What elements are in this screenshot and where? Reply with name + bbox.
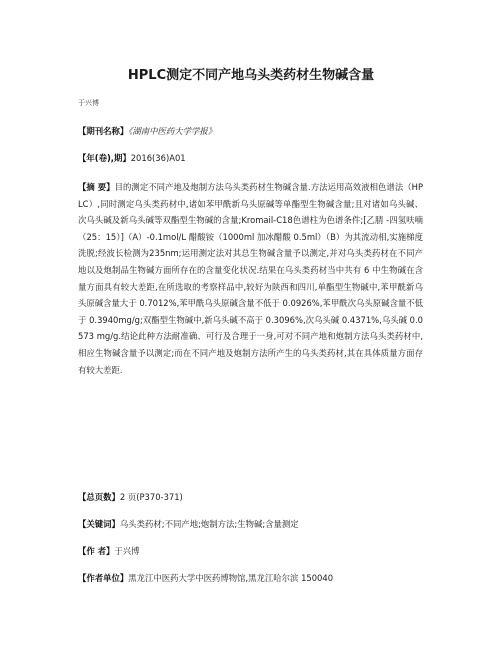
abstract-label: 【摘 要】 <box>78 182 115 192</box>
journal-field <box>78 123 423 140</box>
affiliation-field <box>78 570 423 587</box>
year-issue-field <box>78 150 423 167</box>
journal-value: 《湖南中医药大学学报》 <box>128 126 217 136</box>
article-title: HPLC测定不同产地乌头类药材生物碱含量 <box>127 68 375 83</box>
author-value: 于兴博 <box>114 546 140 556</box>
pages-value: 2 页(P370-371) <box>119 492 183 502</box>
author-field <box>78 543 423 560</box>
abstract-field <box>78 179 423 378</box>
affiliation-label: 【作者单位】 <box>78 573 129 583</box>
author-label: 【作 者】 <box>78 546 115 556</box>
abstract-text: 目的测定不同产地及炮制方法乌头类药材生物碱含量.方法运用高效液相色谱法（HPLC）,同时测定乌头类药材中,诸如苯甲酰新乌头原碱等单酯型生物碱含量;且对诸如乌头碱、次乌头碱及新乌头碱等双酯型生物碱的含量;Kromail-C18色谱柱为色谱条件;[乙腈 -四氢呋喃（25：15）]（A）-0.1mol/L 醋酸铵（1000ml 加冰醋酸 0.5ml）（B）为其流动相,实施梯度洗脱;经波长检测为235nm;运用测定法对其总生物碱含量予以测定,并对乌头类药材在不同产地以及炮制品生物碱方面所存在的含量变化状况.结果在乌头类药材当中共有 6 中生物碱在含量方面具有较大差距,在所选取的考察样品中,较好为陕西和四川,单酯型生物碱中,苯甲酰新乌头原碱含量大于 0.7012%,苯甲酰乌头原碱含量不低于 0.0926%,苯甲酰次乌头原碱含量不低于 0.3940mg/g;双酯型生物碱中,新乌头碱不高于 0.3096%,次乌头碱 0.4371%,乌头碱 0.0573 mg/g.结论此种方法耐准确、可行及合理于一身,可对不同产地和炮制方法乌头类药材中,相应生物碱含量予以测定;而在不同产地及炮制方法所产生的乌头类药材,其在具体质量方面存有较大差距. <box>78 182 423 375</box>
affiliation-value: 黑龙江中医药大学中医药博物馆,黑龙江哈尔滨 150040 <box>128 573 334 583</box>
journal-label: 【期刊名称】 <box>78 126 129 136</box>
pages-field <box>78 489 423 506</box>
author-byline: 于兴博 <box>78 99 99 107</box>
pages-label: 【总页数】 <box>78 492 120 502</box>
year-issue-label: 【年(卷),期】 <box>78 153 131 163</box>
keywords-label: 【关键词】 <box>78 519 120 529</box>
keywords-value: 乌头类药材;不同产地;炮制方法;生物碱;含量测定 <box>119 519 299 529</box>
year-issue-value: 2016(36)A01 <box>130 153 186 163</box>
keywords-field <box>78 516 423 533</box>
